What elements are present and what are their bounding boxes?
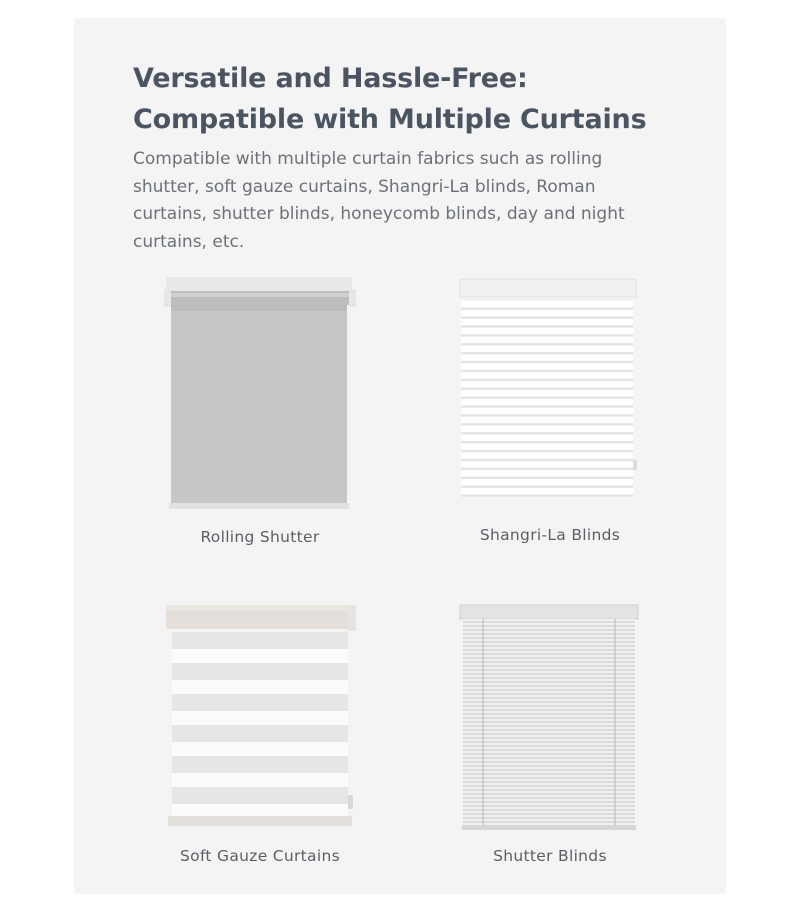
- slat-shadow: [461, 379, 633, 381]
- shutter-blinds-image: [455, 600, 645, 832]
- slat: [461, 488, 633, 495]
- slat-shadow: [461, 405, 633, 407]
- pull-handle: [348, 795, 353, 809]
- gauze-band-opaque: [172, 694, 348, 711]
- slat: [461, 443, 633, 450]
- soft-gauze-curtains-image: [160, 600, 360, 832]
- gauze-band-sheer: [172, 680, 348, 694]
- page-description: Compatible with multiple curtain fabrics such as rolling shutter, soft gauze curtains, Shangri-La blinds, Roman curtains, shutter blinds, honeycomb blinds, day and night curtains, etc.: [133, 149, 625, 252]
- slat: [461, 426, 633, 433]
- shangri-la-blinds-image: [455, 275, 645, 505]
- product-card-rolling-shutter: [160, 275, 360, 515]
- label-rolling-shutter: Rolling Shutter: [200, 528, 320, 546]
- slat-shadow: [461, 414, 633, 416]
- slat: [461, 346, 633, 353]
- gauze-band-opaque: [172, 663, 348, 680]
- slat-shadow: [461, 361, 633, 363]
- gauze-band-sheer: [172, 649, 348, 663]
- slat-shadow: [461, 450, 633, 452]
- gauze-band-sheer: [172, 804, 348, 818]
- label-shangri-la-blinds: Shangri-La Blinds: [479, 526, 621, 544]
- gauze-band-opaque: [172, 756, 348, 773]
- slat: [461, 328, 633, 335]
- label-soft-gauze-curtains: Soft Gauze Curtains: [180, 847, 340, 865]
- slat: [461, 363, 633, 370]
- slat-shadow: [461, 486, 633, 488]
- slat-shadow: [461, 459, 633, 461]
- slat: [461, 461, 633, 468]
- slat-shadow: [461, 477, 633, 479]
- slat: [461, 381, 633, 388]
- gauze-band-opaque: [172, 632, 348, 649]
- slat-shadow: [461, 423, 633, 425]
- slat: [461, 435, 633, 442]
- slat-shadow: [461, 397, 633, 399]
- slat: [461, 452, 633, 459]
- bottom-rail: [462, 825, 636, 830]
- slat-shadow: [461, 325, 633, 327]
- product-card-shutter-blinds: [455, 600, 645, 832]
- bottom-rail: [168, 816, 352, 826]
- rolling-shutter-image: [160, 275, 360, 515]
- gauze-band-opaque: [172, 725, 348, 742]
- slat: [461, 337, 633, 344]
- slat-shadow: [461, 388, 633, 390]
- slat-shadow: [461, 441, 633, 443]
- slat: [461, 319, 633, 326]
- pull-cord: [633, 460, 637, 470]
- slat-shadow: [461, 468, 633, 470]
- slat-shadow: [461, 334, 633, 336]
- slat-shadow: [461, 494, 633, 496]
- slat: [461, 372, 633, 379]
- gauze-band-sheer: [172, 773, 348, 787]
- gauze-band-sheer: [172, 742, 348, 756]
- slat: [461, 354, 633, 361]
- slat: [461, 301, 633, 308]
- slat-shadow: [461, 308, 633, 310]
- product-card-soft-gauze-curtains: [160, 600, 360, 832]
- label-shutter-blinds: Shutter Blinds: [493, 847, 607, 865]
- slat: [461, 310, 633, 317]
- gauze-band-sheer: [172, 711, 348, 725]
- slat: [461, 390, 633, 397]
- slat-shadow: [461, 316, 633, 318]
- slat: [461, 399, 633, 406]
- slat: [461, 479, 633, 486]
- page-title: Versatile and Hassle-Free: Compatible with Multiple Curtains: [133, 63, 647, 135]
- slat: [461, 408, 633, 415]
- slat: [461, 470, 633, 477]
- gauze-band-opaque: [172, 787, 348, 804]
- slat-shadow: [461, 432, 633, 434]
- product-card-shangri-la-blinds: [455, 275, 645, 505]
- slat: [461, 417, 633, 424]
- slat-shadow: [461, 352, 633, 354]
- slat-shadow: [461, 343, 633, 345]
- slat-shadow: [461, 370, 633, 372]
